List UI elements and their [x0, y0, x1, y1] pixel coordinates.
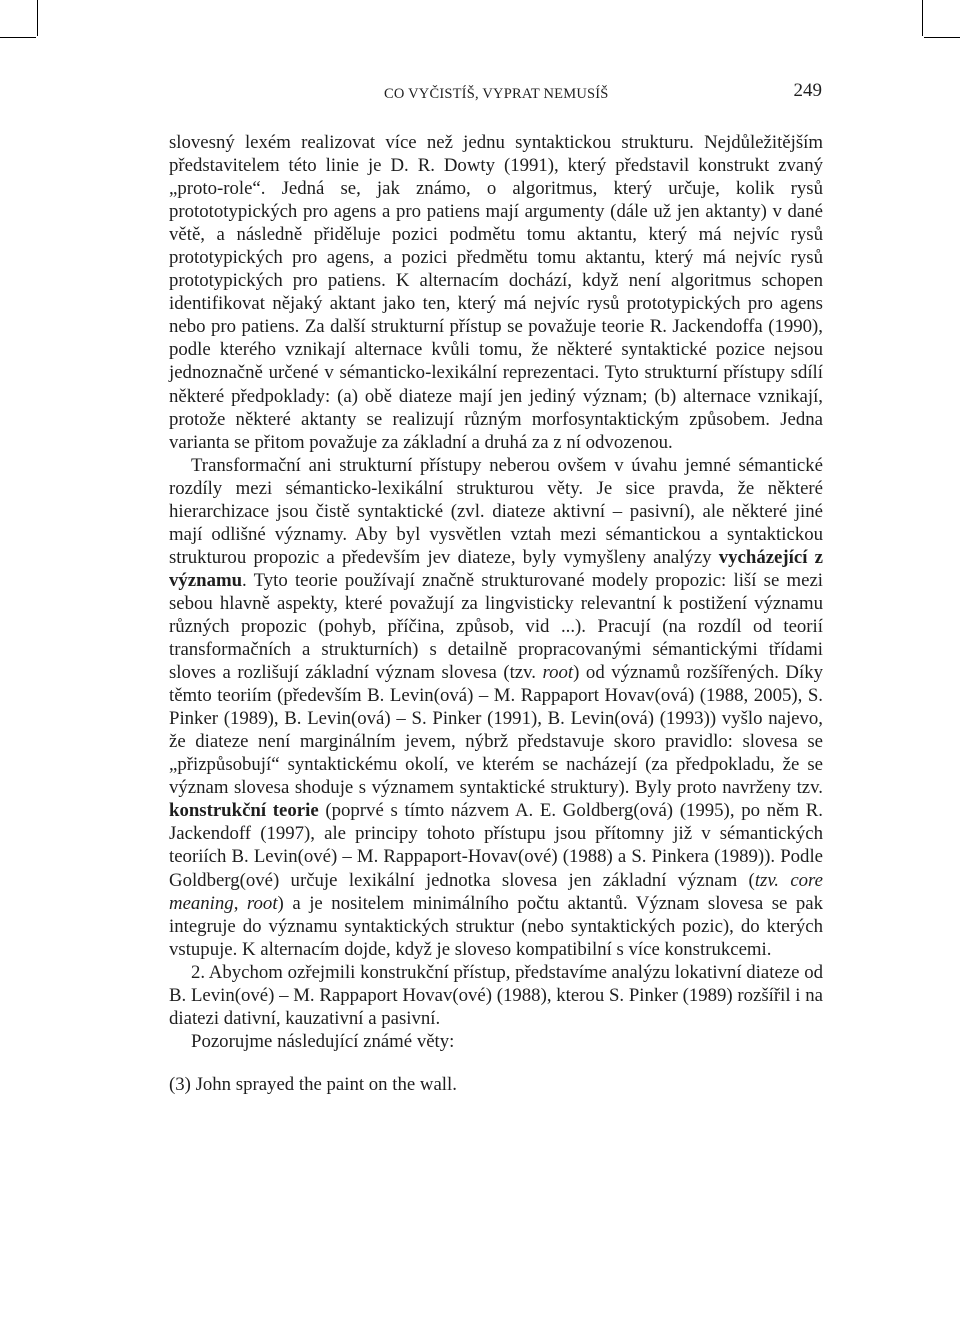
text-run: ) a je nositelem minimálního počtu aktantů. Význam slovesa se pak integruje do významu syntaktických struktur (nebo syntaktických pozic), do kterých vstupuje. K alternacím dojde, když je sloveso kompatibilní s více konstrukcemi.: [169, 892, 824, 960]
text-run: ) od významů rozšířených. Díky těmto teoriím (především B. Levin(ová) – M. Rappaport Hovav(ová) (1988, 2005), S. Pinker (1989), B. Levin(ová) – S. Pinker (1991), B. Levin(ová) (1993)) vyšlo najevo, že diateze není marginálním jevem, nýbrž představuje skoro pravidlo: slovesa se „přizpůsobují“ syntaktickému okolí, ve kterém se nacházejí (za předpokladu, že se význam slovesa shoduje s významem syntaktické struktury). Byly proto navrženy tzv.: [169, 662, 823, 799]
paragraph: [169, 131, 823, 454]
text-run: (poprvé s tímto názvem A. E. Goldberg(ová) (1995), po něm R. Jackendoff (1997), ale principy tohoto přístupu jsou přítomny již v sémantických teoriích B. Levin(ové) – M. Rappaport-Hovav(ové) (1988) a S. Pinkera (1989)). Podle Goldberg(ové) určuje lexikální jednotka slovesa jen základní význam (: [169, 800, 823, 891]
text-run: 2. Abychom ozřejmili konstrukční přístup, představíme analýzu lokativní diateze od B. Levin(ové) – M. Rappaport Hovav(ové) (1988), kterou S. Pinker (1989) rozšířil i na diatezi dativní, kauzativní a pasivní.: [169, 961, 823, 1029]
page-number: 249: [793, 80, 822, 101]
crop-mark-top-left-horizontal: [0, 37, 36, 38]
text-run: ,: [233, 892, 247, 914]
bold-term: vycházející z významu: [169, 546, 824, 591]
text-run: Transformační ani strukturní přístupy neberou ovšem v úvahu jemné sémantické rozdíly mezi sémanticko-lexikální strukturou věty. Je sice pravda, že některé hierarchizace jsou čistě syntaktické (zvl. diateze aktivní – pasivní), ale některé jiné mají odlišné významy. Aby byl vysvětlen vztah mezi sémantickou a syntaktickou strukturou propozic a především jev diateze, byly vymyšleny analýzy: [169, 454, 823, 568]
paragraph-list: [169, 131, 823, 1053]
crop-mark-top-left: [37, 0, 38, 36]
italic-term: root: [246, 892, 278, 914]
page-header: [384, 80, 822, 108]
italic-term: tzv. core meaning: [169, 869, 823, 914]
body-text: [169, 131, 823, 1096]
text-run: . Tyto teorie používají značně strukturované modely propozic: liší se mezi sebou hlavně aspekty, které považují za lingvisticky relevantní k postižení významu různých propozic (pohyb, příčina, způsob, vid ...). Pracují (na rozdíl od teorií transformačních a strukturních) s detailně propracovanými sémantickými třídami sloves a rozlišují základní význam slovesa (tzv.: [169, 569, 823, 684]
text-run: Pozorujme následující známé věty:: [191, 1030, 455, 1052]
paragraph: [169, 454, 823, 961]
crop-mark-top-right-horizontal: [924, 37, 960, 38]
italic-term: root: [542, 662, 574, 684]
running-title: CO VYČISTÍŠ, VYPRAT NEMUSÍŠ: [384, 86, 609, 102]
text-run: slovesný lexém realizovat více než jednu syntaktickou strukturu. Nejdůležitějším představitelem této linie je D. R. Dowty (1991), který představil konstrukt zvaný „proto-role“. Jedná se, jak známo, o algoritmus, který určuje, kolik rysů protototypických pro agens a pro patiens mají argumenty (dále už jen aktanty) v dané větě, a následně přiděluje pozici podmětu tomu aktantu, který má nejvíc rysů prototypických pro agens, a pozici předmětu tomu aktantu, který má nejvíc rysů prototypických pro patiens. K alternacím dochází, když není algoritmus schopen identifikovat nějaký aktant jako ten, který má nejvíc rysů prototypických pro agens nebo pro patiens. Za další strukturní přístup se považuje teorie R. Jackendoffa (1990), podle kterého vznikají alternace kvůli tomu, že některé syntaktické pozice nejsou jednoznačně určené v sémanticko-lexikální reprezentaci. Tyto strukturní přístupy sdílí některé předpoklady: (a) obě diateze mají jen jediný význam; (b) alternace vznikají, protože některé aktanty se realizují různým morfosyntaktickým způsobem. Jedna varianta se přitom považuje za základní a druhá za z ní odvozenou.: [169, 132, 823, 453]
bold-term: konstrukční teorie: [169, 800, 319, 822]
paragraph: [169, 961, 823, 1030]
example-sentence: (3) John sprayed the paint on the wall.: [169, 1073, 457, 1095]
crop-mark-top-right: [922, 0, 923, 36]
paragraph: [169, 1030, 823, 1053]
